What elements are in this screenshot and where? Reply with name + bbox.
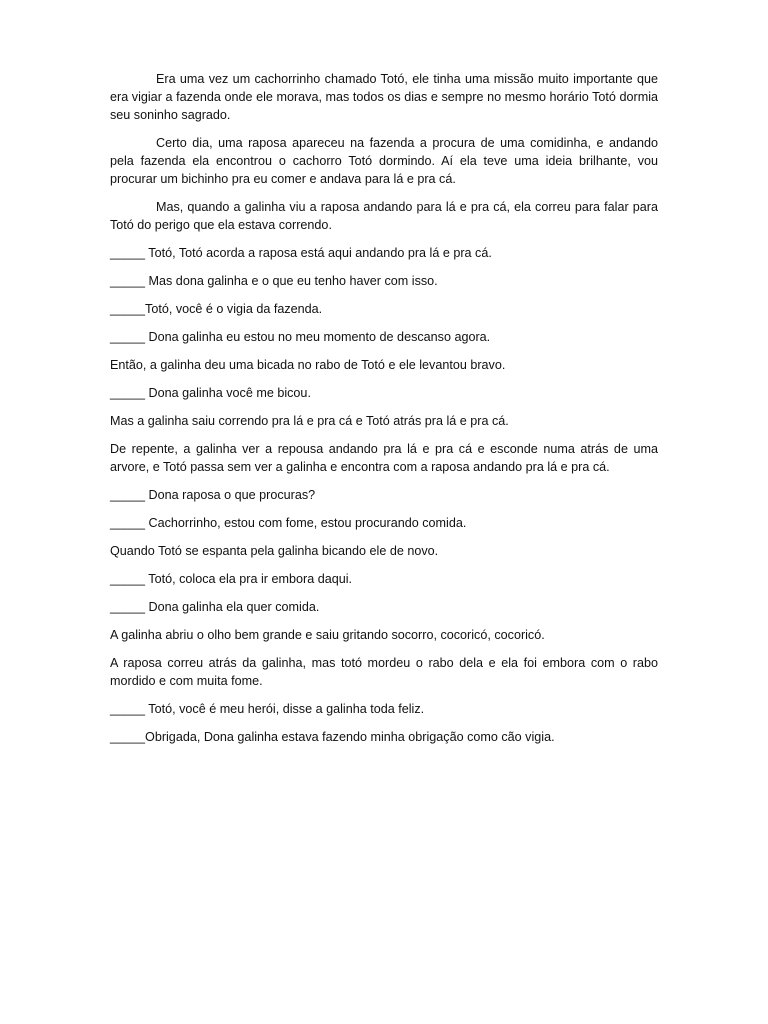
dialogue-line-2: _____ Mas dona galinha e o que eu tenho haver com isso.	[110, 274, 438, 288]
narration-line-1: Então, a galinha deu uma bicada no rabo de Totó e ele levantou bravo.	[110, 358, 506, 372]
narration-line-3: De repente, a galinha ver a repousa andando pra lá e pra cá e esconde numa atrás de uma arvore, e Totó passa sem ver a galinha e encontra com a raposa andando pra lá e pra cá.	[110, 442, 658, 474]
paragraph-2: Certo dia, uma raposa apareceu na fazenda a procura de uma comidinha, e andando pela fazenda ela encontrou o cachorro Totó dormindo. Aí ela teve uma ideia brilhante, vou procurar um bichinho pra eu comer e andava para lá e pra cá.	[110, 136, 658, 186]
narration-line-2: Mas a galinha saiu correndo pra lá e pra cá e Totó atrás pra lá e pra cá.	[110, 414, 509, 428]
dialogue-line-1: _____ Totó, Totó acorda a raposa está aqui andando pra lá e pra cá.	[110, 246, 492, 260]
narration-line-5: A galinha abriu o olho bem grande e saiu gritando socorro, cocoricó, cocoricó.	[110, 628, 545, 642]
narration-line-6: A raposa correu atrás da galinha, mas totó mordeu o rabo dela e ela foi embora com o rabo mordido e com muita fome.	[110, 656, 658, 688]
dialogue-line-11: _____Obrigada, Dona galinha estava fazendo minha obrigação como cão vigia.	[110, 730, 555, 744]
dialogue-line-6: _____ Dona raposa o que procuras?	[110, 488, 316, 502]
dialogue-line-8: _____ Totó, coloca ela pra ir embora daqui.	[110, 572, 353, 586]
dialogue-line-9: _____ Dona galinha ela quer comida.	[110, 600, 320, 614]
dialogue-line-10: _____ Totó, você é meu herói, disse a galinha toda feliz.	[110, 702, 425, 716]
dialogue-line-5: _____ Dona galinha você me bicou.	[110, 386, 311, 400]
document-body	[110, 70, 658, 756]
dialogue-line-4: _____ Dona galinha eu estou no meu momento de descanso agora.	[110, 330, 491, 344]
dialogue-line-3: _____Totó, você é o vigia da fazenda.	[110, 302, 323, 316]
paragraph-1: Era uma vez um cachorrinho chamado Totó, ele tinha uma missão muito importante que era vigiar a fazenda onde ele morava, mas todos os dias e sempre no mesmo horário Totó dormia seu soninho sagrado.	[110, 72, 658, 122]
paragraph-3: Mas, quando a galinha viu a raposa andando para lá e pra cá, ela correu para falar para Totó do perigo que ela estava correndo.	[110, 200, 658, 232]
narration-line-4: Quando Totó se espanta pela galinha bicando ele de novo.	[110, 544, 439, 558]
dialogue-line-7: _____ Cachorrinho, estou com fome, estou procurando comida.	[110, 516, 467, 530]
